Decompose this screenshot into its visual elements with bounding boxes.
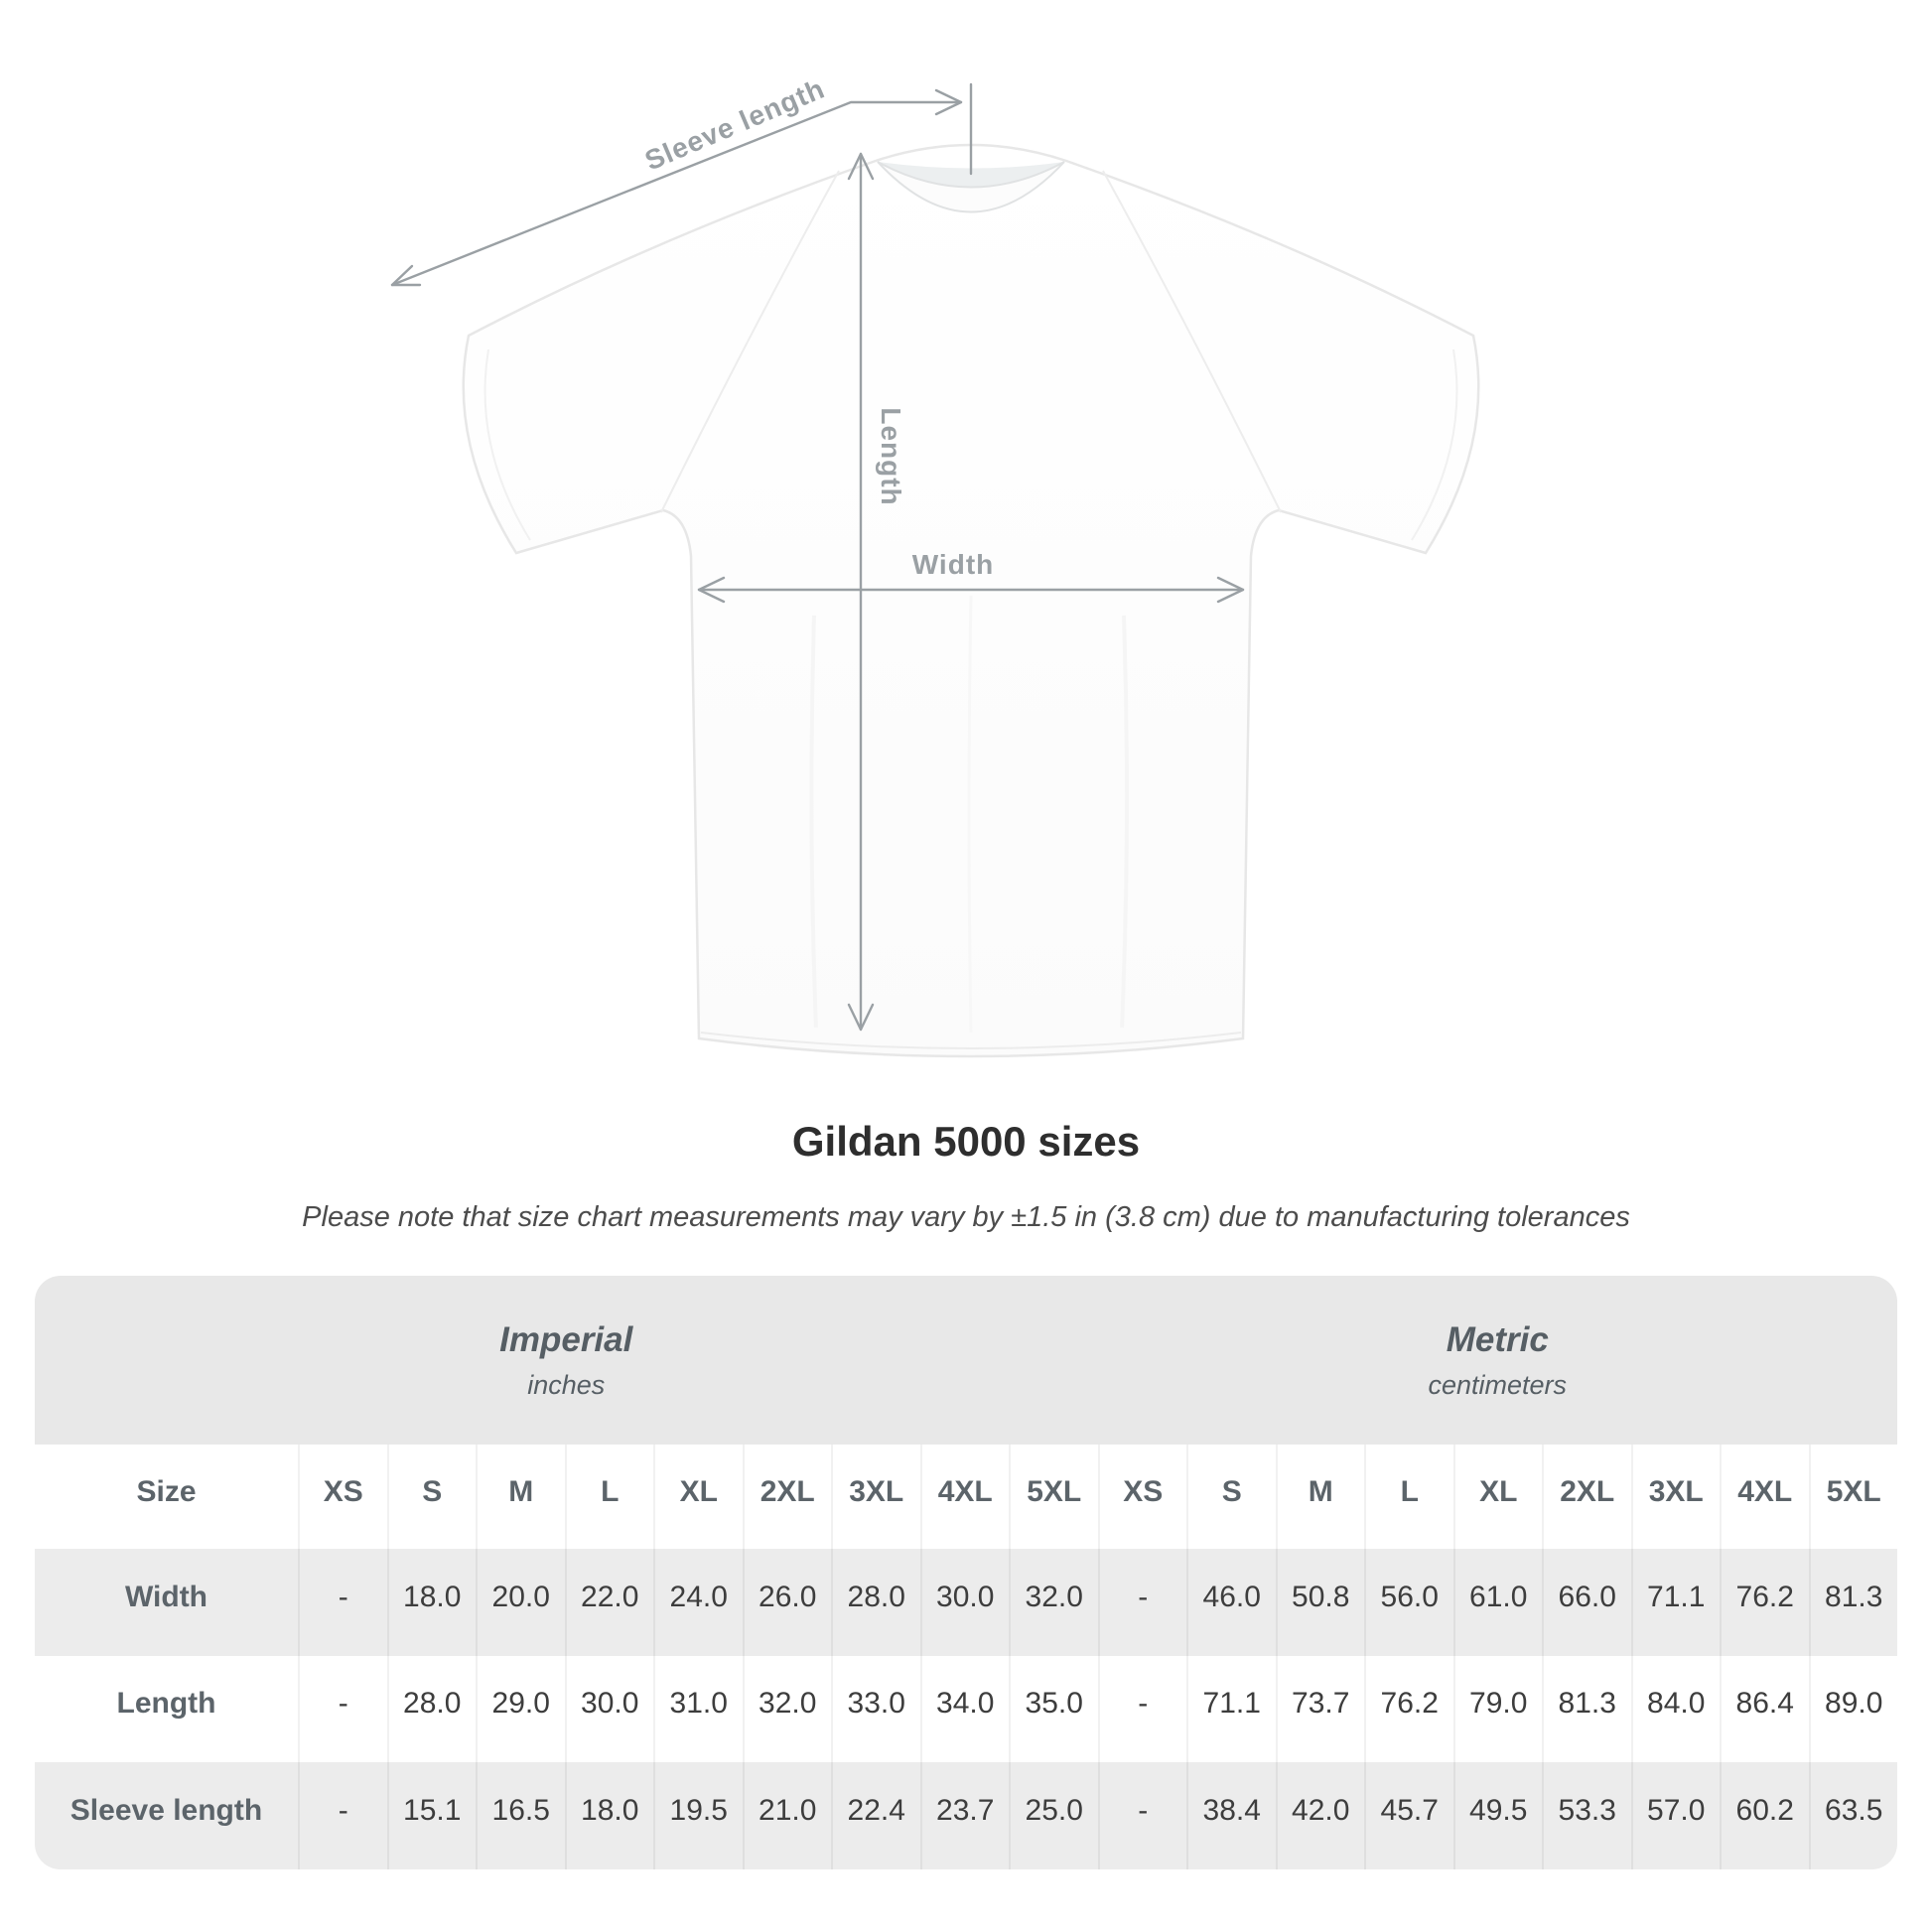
measurement-value: 22.4 [831, 1762, 920, 1869]
measurement-value: 71.1 [1631, 1549, 1721, 1656]
measurement-value: - [1098, 1656, 1187, 1763]
measurement-value: 15.1 [387, 1762, 477, 1869]
size-header-m-imperial: M [476, 1445, 565, 1549]
size-header-s-imperial: S [387, 1445, 477, 1549]
size-header-4xl-metric: 4XL [1720, 1445, 1809, 1549]
measurement-value: 89.0 [1809, 1656, 1898, 1763]
measurement-value: 60.2 [1720, 1762, 1809, 1869]
size-header-3xl-metric: 3XL [1631, 1445, 1721, 1549]
size-header-xs-imperial: XS [298, 1445, 387, 1549]
measurement-value: 42.0 [1276, 1762, 1365, 1869]
measurement-value: 81.3 [1809, 1549, 1898, 1656]
size-header-s-metric: S [1186, 1445, 1276, 1549]
measurement-value: 24.0 [653, 1549, 743, 1656]
measurement-value: 28.0 [831, 1549, 920, 1656]
measurement-value: 18.0 [387, 1549, 477, 1656]
sleeve-length-label: Sleeve length [640, 72, 830, 177]
metric-unit: centimeters [1428, 1369, 1568, 1400]
measurement-value: - [298, 1549, 387, 1656]
size-header-5xl-imperial: 5XL [1009, 1445, 1098, 1549]
measurement-value: 26.0 [743, 1549, 832, 1656]
measurement-value: 30.0 [920, 1549, 1010, 1656]
measurement-value: 30.0 [565, 1656, 654, 1763]
imperial-title: Imperial [499, 1319, 633, 1359]
row-label: Length [35, 1656, 298, 1763]
measurement-value: - [298, 1762, 387, 1869]
measurement-value: 38.4 [1186, 1762, 1276, 1869]
imperial-unit: inches [527, 1369, 606, 1400]
measurement-value: 61.0 [1453, 1549, 1543, 1656]
size-header-3xl-imperial: 3XL [831, 1445, 920, 1549]
width-label: Width [911, 549, 995, 580]
measurement-value: 76.2 [1720, 1549, 1809, 1656]
metric-title: Metric [1446, 1319, 1549, 1359]
measurement-value: 73.7 [1276, 1656, 1365, 1763]
measurement-value: - [1098, 1762, 1187, 1869]
size-header-xl-metric: XL [1453, 1445, 1543, 1549]
measurement-value: 84.0 [1631, 1656, 1721, 1763]
measurement-value: 57.0 [1631, 1762, 1721, 1869]
measurement-value: 21.0 [743, 1762, 832, 1869]
measurement-value: 16.5 [476, 1762, 565, 1869]
measurement-value: 63.5 [1809, 1762, 1898, 1869]
tolerance-note: Please note that size chart measurements may vary by ±1.5 in (3.8 cm) due to manufacturing tolerances [302, 1201, 1630, 1233]
measurement-value: 29.0 [476, 1656, 565, 1763]
measurement-value: 86.4 [1720, 1656, 1809, 1763]
size-header-2xl-metric: 2XL [1542, 1445, 1631, 1549]
size-header-l-metric: L [1364, 1445, 1453, 1549]
measurement-value: 71.1 [1186, 1656, 1276, 1763]
unit-group-metric [1098, 1276, 1898, 1445]
measurement-value: 66.0 [1542, 1549, 1631, 1656]
measurement-value: 81.3 [1542, 1656, 1631, 1763]
length-label: Length [876, 407, 906, 506]
measurement-value: 34.0 [920, 1656, 1010, 1763]
page-title: Gildan 5000 sizes [791, 1118, 1141, 1165]
measurement-value: 56.0 [1364, 1549, 1453, 1656]
measurement-value: 23.7 [920, 1762, 1010, 1869]
tshirt-shape [464, 145, 1479, 1056]
measurement-value: - [298, 1656, 387, 1763]
measurement-value: 33.0 [831, 1656, 920, 1763]
row-label: Sleeve length [35, 1762, 298, 1869]
measurement-value: 22.0 [565, 1549, 654, 1656]
measurement-value: 28.0 [387, 1656, 477, 1763]
measurement-value: 31.0 [653, 1656, 743, 1763]
measurement-value: 32.0 [1009, 1549, 1098, 1656]
size-header-l-imperial: L [565, 1445, 654, 1549]
measurement-value: 18.0 [565, 1762, 654, 1869]
size-table [35, 1276, 1897, 1869]
size-column-header: Size [35, 1445, 298, 1549]
unit-group-imperial [35, 1276, 1098, 1445]
measurement-value: 49.5 [1453, 1762, 1543, 1869]
size-header-xs-metric: XS [1098, 1445, 1187, 1549]
size-header-xl-imperial: XL [653, 1445, 743, 1549]
row-label: Width [35, 1549, 298, 1656]
measurement-value: 35.0 [1009, 1656, 1098, 1763]
measurement-value: 45.7 [1364, 1762, 1453, 1869]
measurement-value: 19.5 [653, 1762, 743, 1869]
size-header-5xl-metric: 5XL [1809, 1445, 1898, 1549]
size-header-4xl-imperial: 4XL [920, 1445, 1010, 1549]
measurement-value: 32.0 [743, 1656, 832, 1763]
measurement-value: 53.3 [1542, 1762, 1631, 1869]
measurement-value: 50.8 [1276, 1549, 1365, 1656]
measurement-value: 25.0 [1009, 1762, 1098, 1869]
measurement-value: 79.0 [1453, 1656, 1543, 1763]
measurement-value: 76.2 [1364, 1656, 1453, 1763]
measurement-value: 20.0 [476, 1549, 565, 1656]
measurement-value: - [1098, 1549, 1187, 1656]
size-header-m-metric: M [1276, 1445, 1365, 1549]
size-header-2xl-imperial: 2XL [743, 1445, 832, 1549]
measurement-value: 46.0 [1186, 1549, 1276, 1656]
